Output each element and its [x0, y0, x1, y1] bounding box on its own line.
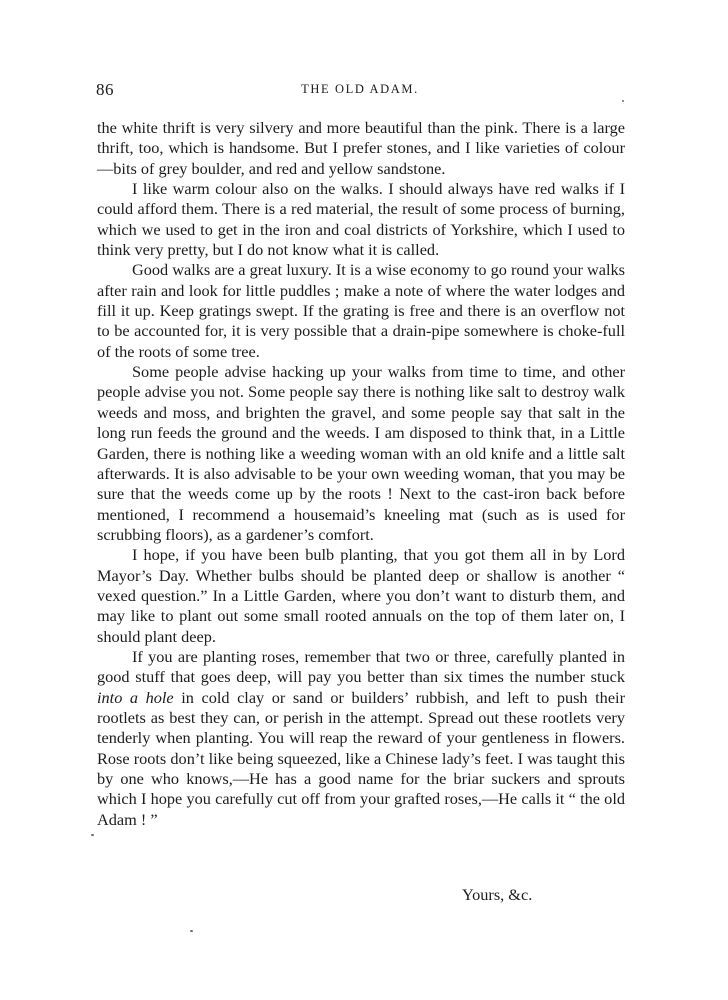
running-title: THE OLD ADAM. — [301, 82, 419, 96]
page-header — [96, 80, 624, 102]
scan-speck — [190, 930, 193, 932]
paragraph-weeds: Some people advise hacking up your walks from time to time, and other people advise you not. Some people say there is nothing like salt to destroy walk weeds and moss, and brighten the gravel, and some people say that salt in the long run feeds the ground and the weeds. I am disposed to think that, in a Little Garden, there is nothing like a weeding woman with an old knife and a little salt afterwards. It is also advisable to be your own weeding woman, that you may be sure that the weeds come up by the roots ! Next to the cast-iron back before mentioned, I recommend a housemaid’s kneeling mat (such as is used for scrubbing floors), as a gardener’s comfort. — [97, 362, 625, 544]
paragraph-warm-colour: I like warm colour also on the walks. I should always have red walks if I could afford them. There is a red material, the result of some process of burning, which we used to get in the iron and coal districts of Yorkshire, which I used to think very pretty, but I do not know what it is called. — [97, 179, 625, 260]
roses-text-end: in cold clay or sand or builders’ rubbish, and left to push their rootlets as best they can, or perish in the attempt. Spread out these rootlets very tenderly when planting. You will reap the reward of your gentleness in flowers. Rose roots don’t like being squeezed, like a Chinese lady’s feet. I was taught this by one who knows,—He has a good name for the briar suckers and sprouts which I hope you carefully cut off from your grafted roses,—He calls it “ the old Adam ! ” — [97, 687, 625, 829]
scan-speck — [622, 100, 624, 102]
scan-speck — [91, 834, 94, 836]
paragraph-bulbs: I hope, if you have been bulb planting, that you got them all in by Lord Mayor’s Day. Whether bulbs should be planted deep or shallow is another “ vexed question.” In a Little Garden, where you don’t want to disturb them, and may like to plant out some small rooted annuals on the top of them later on, I should plant deep. — [97, 545, 625, 646]
roses-text-start: If you are planting roses, remember that two or three, carefully planted in good stuff that goes deep, will pay you better than six times the number stuck — [97, 646, 625, 687]
page-number: 86 — [96, 80, 114, 99]
paragraph-good-walks: Good walks are a great luxury. It is a wise economy to go round your walks after rain and look for little puddles ; make a note of where the water lodges and fill it up. Keep gratings swept. If the grating is free and there is an overflow not to be accounted for, it is very possible that a drain-pipe somewhere is choke-full of the roots of some tree. — [97, 260, 625, 361]
roses-italic-phrase: into a hole — [97, 687, 174, 707]
paragraph-thrift: the white thrift is very silvery and more beautiful than the pink. There is a large thrift, too, which is handsome. But I prefer stones, and I like varieties of colour—bits of grey boulder, and red and yellow sandstone. — [97, 118, 625, 178]
paragraph-roses — [97, 647, 625, 830]
signoff: Yours, &c. — [462, 885, 533, 904]
body-text — [97, 118, 625, 830]
